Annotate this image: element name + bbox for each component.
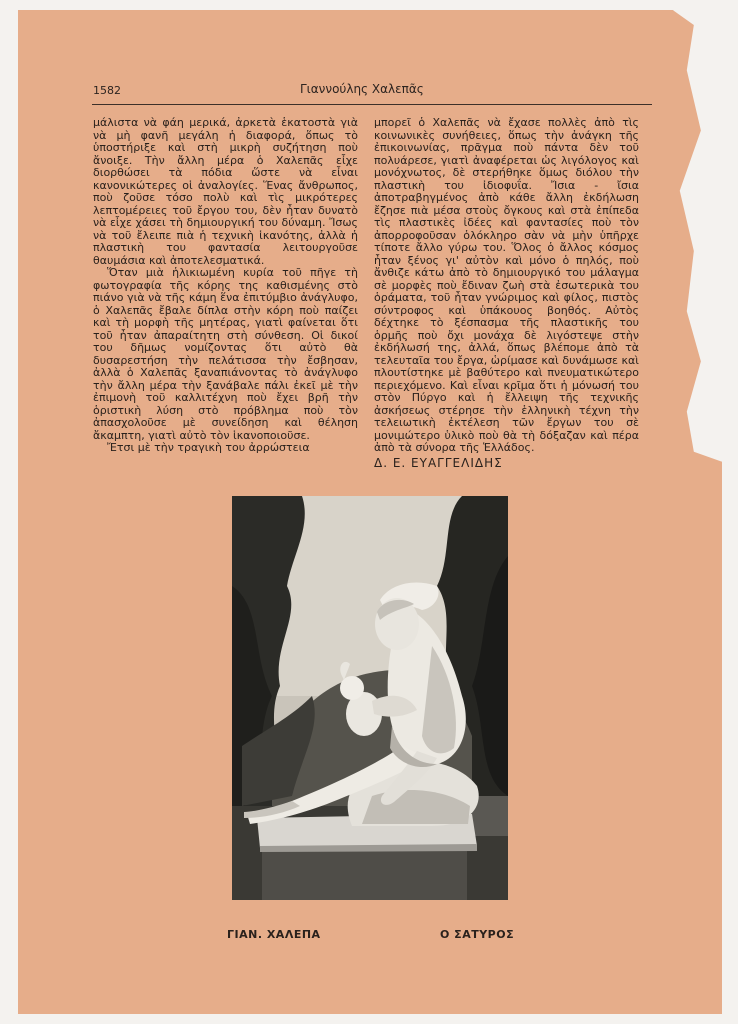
sculpture-illustration [232,496,508,900]
article-column-left [93,117,358,455]
caption-title: Ο ΣΑΤΥΡΟΣ [440,928,515,941]
left-paragraph-1: μάλιστα νὰ φάη μερικά, ἀρκετὰ ἑκατοστὰ γιὰ νὰ μὴ φανῆ μεγάλη ἡ διαφορά, ὅπως τὸ ὑποστήριξε καὶ στὴ μικρὴ συζήτηση ποὺ ἄνοιξε. Τὴν ἄλλη μέρα ὁ Χαλεπᾶς εἶχε διορθώσει τὰ πόδια ὥστε νὰ εἶναι κανονικώτερες οἱ ἀναλογίες. Ἕνας ἄνθρωπος, ποὺ ζοῦσε τόσο πολὺ καὶ τὶς μικρότερες λεπτομέρειες τοῦ ἔργου του, δὲν ἦταν δυνατὸ νὰ εἶχε χάσει τὴ δημιουργική του δύναμη. Ἴσως νὰ τοῦ ἔλειπε πιὰ ἡ τεχνικὴ ἱκανότης, ἀλλὰ ἡ πλαστικὴ του φαντασία λειτουργοῦσε θαυμάσια καὶ ἀποτελεσματικά. [93,116,358,267]
page-number: 1582 [93,84,121,97]
caption-sculptor: ΓΙΑΝ. ΧΑΛΕΠΑ [227,928,321,941]
running-head: Γιαννούλης Χαλεπᾶς [300,82,424,96]
left-paragraph-2: Ὅταν μιὰ ἡλικιωμένη κυρία τοῦ πῆγε τὴ φωτογραφία τῆς κόρης της καθισμένης στὸ πιάνο γιὰ νὰ τῆς κάμη ἕνα ἐπιτύμβιο ἀνάγλυφο, ὁ Χαλεπᾶς ἔβαλε δίπλα στὴν κόρη ποὺ παίζει καὶ τὴ μορφὴ τῆς μητέρας, γιατὶ φαίνεται ὅτι τοῦ ἦταν ἀπαραίτητη στὴ σύνθεση. Οἱ δικοί του δῆμως νομίζοντας ὅτι αὐτὸ θὰ δυσαρεστήση τὴν πελάτισσα τὴν ἔσβησαν, ἀλλὰ ὁ Χαλεπᾶς ξαναπιάνοντας τὸ ἀνάγλυφο τὴν ἄλλη μέρα τὴν ξανάβαλε πάλι ἐκεῖ μὲ τὴν ἐπιμονὴ τοῦ καλλιτέχνη ποὺ ἔχει βρῆ τὴν ὁριστικὴ λύση στὸ πρόβλημα ποὺ τὸν ἀπασχολοῦσε μὲ συνείδηση καὶ θέληση ἄκαμπτη, γιατὶ αὐτὸ τὸν ἱκανοποιοῦσε. [93,266,358,442]
left-paragraph-3: Ἔτσι μὲ τὴν τραγικὴ του ἀρρώστεια [107,441,310,454]
author-signature: Δ. Ε. ΕΥΑΓΓΕΛΙΔΗΣ [374,455,503,470]
article-column-right [374,117,639,469]
satyr-sculpture-photo [232,496,508,900]
right-paragraph-1: μπορεῖ ὁ Χαλεπᾶς νὰ ἔχασε πολλὲς ἀπὸ τὶς κοινωνικὲς συνήθειες, ὅπως τὴν ἀνάγκη τῆς ἐπικοινωνίας, πρᾶγμα ποὺ πάντα δὲν τοῦ πολυάρεσε, γιατὶ ἀναφέρεται ὡς λιγόλογος καὶ μονόχνωτος, δὲ στερήθηκε ὅμως διόλου τὴν πλαστικὴ του ἰδιοφυΐα. Ἴσια - ἴσια ἀποτραβηγμένος ἀπὸ κάθε ἄλλη ἐκδήλωση ἔζησε πιὰ μέσα στοὺς ὄγκους καὶ στὰ ἐπίπεδα τὶς πλαστικὲς ἰδέες καὶ φαντασίες ποὺ τὸν ἀπορροφοῦσαν ὁλόκληρο σὰν νὰ μὴν ὑπῆρχε τίποτε ἄλλο γύρω του. Ὅλος ὁ ἄλλος κόσμος ἦταν ξένος γι' αὐτὸν καὶ μόνο ὁ πηλός, ποὺ ἄνθιζε κάτω ἀπὸ τὸ δημιουργικό του μάλαγμα σὲ μορφὲς ποὺ ἔδιναν ζωὴ στὰ ἐσωτερικὰ του ὁράματα, τοῦ ἦταν γνώριμος καὶ φίλος, πιστὸς σύντροφος καὶ ὑπάκουος βοηθός. Αὐτὸς δέχτηκε τὸ ξέσπασμα τῆς πλαστικῆς του ὁρμῆς ποὺ ὄχι μονάχα δὲ λιγόστεψε στὴν ἐκδήλωσή της, ἀλλά, ὅπως βλέπομε ἀπὸ τὰ τελευταῖα του ἔργα, ὡρίμασε καὶ δυνάμωσε καὶ πλουτίστηκε μὲ βαθύτερο καὶ πνευματικώτερο περιεχόμενο. Καὶ εἶναι κρῖμα ὅτι ἡ μόνωσή του στὸν Πύργο καὶ ἡ ἔλλειψη τῆς τεχνικῆς ἀσκήσεως στέρησε τὴν ἑλληνικὴ τέχνη τὴν τελειωτικὴ ἐκτέλεση τῶν ἔργων του σὲ μονιμώτερο ὑλικὸ ποὺ θὰ τὴ δόξαζαν καὶ πέρα ἀπὸ τὰ σύνορα τῆς Ἑλλάδος. [374,116,639,454]
header-rule [92,104,652,105]
